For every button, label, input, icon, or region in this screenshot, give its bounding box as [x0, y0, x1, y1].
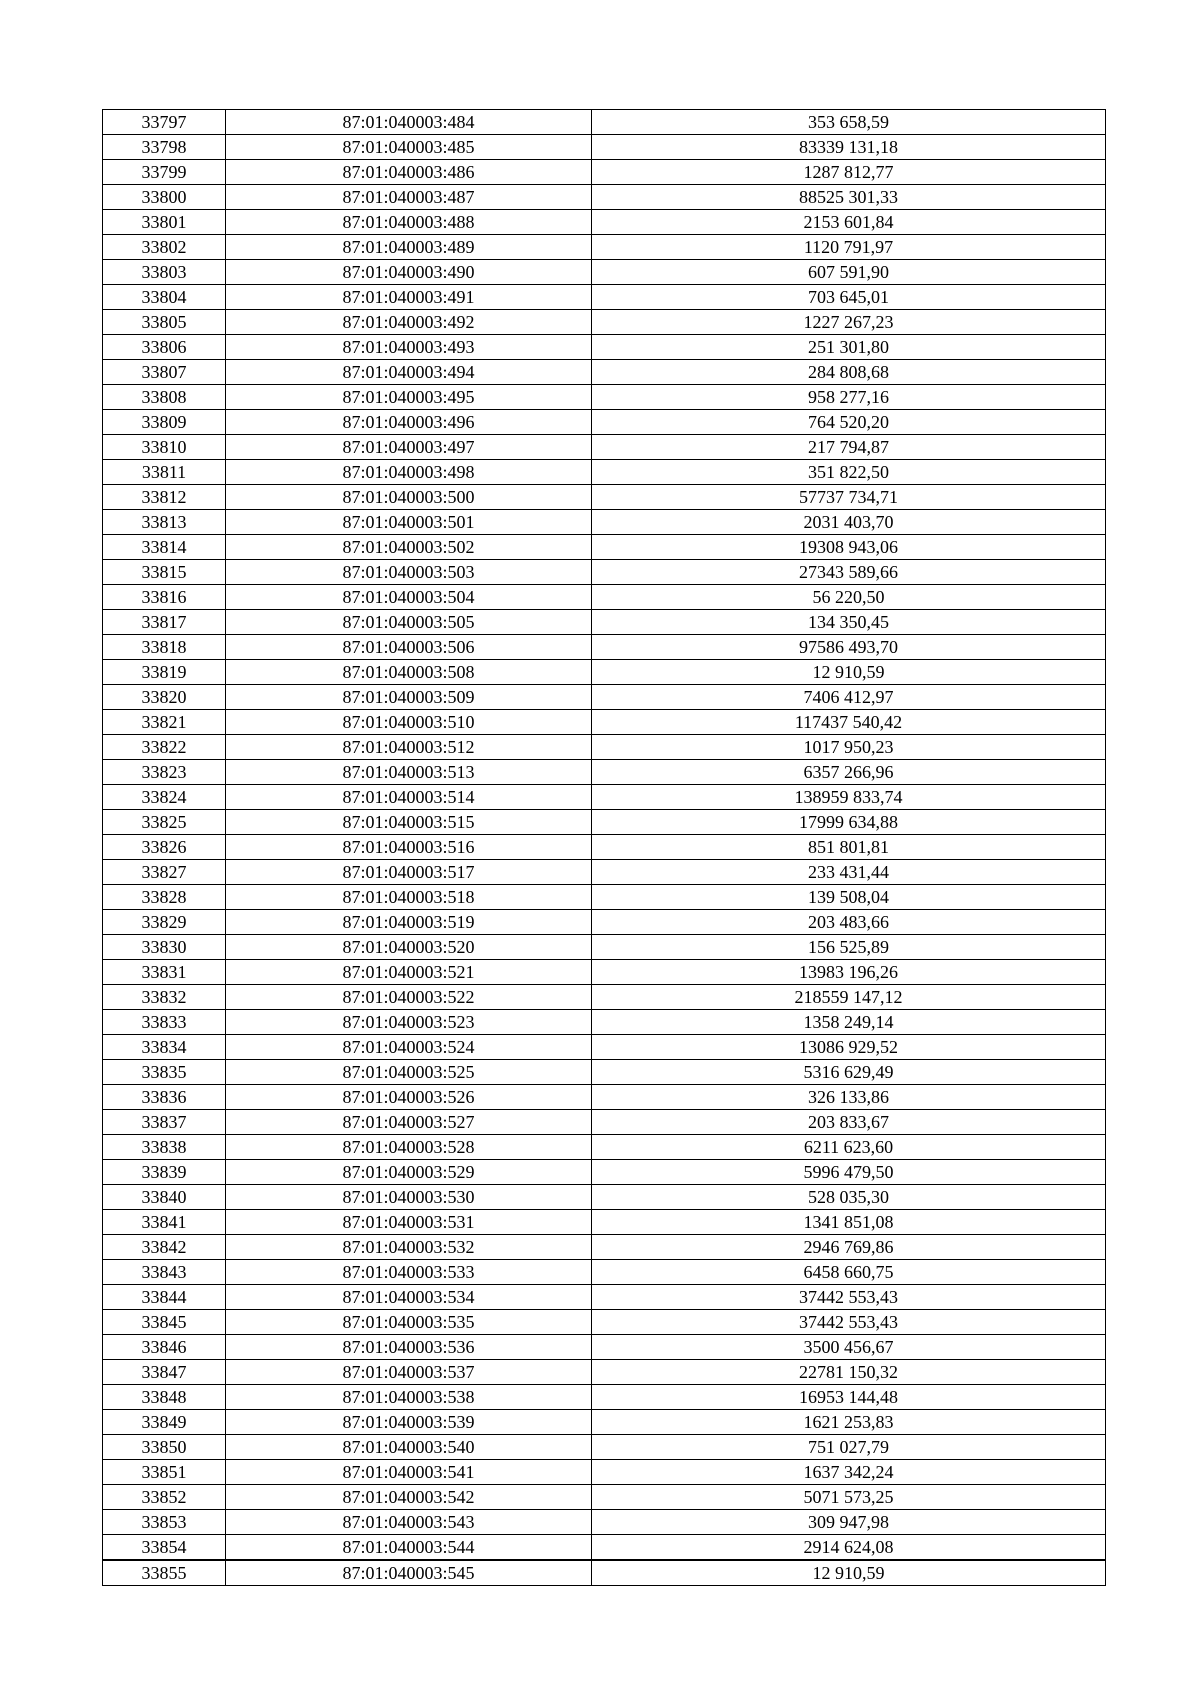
cadastral-number-cell: 87:01:040003:518 [226, 885, 592, 910]
value-cell: 1358 249,14 [592, 1010, 1106, 1035]
table-row [103, 535, 1106, 560]
cadastral-number-cell: 87:01:040003:504 [226, 585, 592, 610]
table-row [103, 1435, 1106, 1460]
row-number-cell: 33842 [103, 1235, 226, 1260]
table-row [103, 385, 1106, 410]
row-number-cell: 33854 [103, 1535, 226, 1561]
value-cell: 607 591,90 [592, 260, 1106, 285]
value-cell: 2031 403,70 [592, 510, 1106, 535]
value-cell: 309 947,98 [592, 1510, 1106, 1535]
row-number-cell: 33839 [103, 1160, 226, 1185]
table-row [103, 1135, 1106, 1160]
row-number-cell: 33821 [103, 710, 226, 735]
cadastral-number-cell: 87:01:040003:526 [226, 1085, 592, 1110]
row-number-cell: 33826 [103, 835, 226, 860]
row-number-cell: 33832 [103, 985, 226, 1010]
row-number-cell: 33799 [103, 160, 226, 185]
table-row [103, 660, 1106, 685]
cadastral-number-cell: 87:01:040003:508 [226, 660, 592, 685]
table-row [103, 985, 1106, 1010]
table-row [103, 960, 1106, 985]
cadastral-number-cell: 87:01:040003:515 [226, 810, 592, 835]
value-cell: 203 483,66 [592, 910, 1106, 935]
value-cell: 233 431,44 [592, 860, 1106, 885]
table-row [103, 210, 1106, 235]
value-cell: 19308 943,06 [592, 535, 1106, 560]
cadastral-number-cell: 87:01:040003:491 [226, 285, 592, 310]
value-cell: 5316 629,49 [592, 1060, 1106, 1085]
row-number-cell: 33825 [103, 810, 226, 835]
cadastral-number-cell: 87:01:040003:522 [226, 985, 592, 1010]
row-number-cell: 33840 [103, 1185, 226, 1210]
value-cell: 218559 147,12 [592, 985, 1106, 1010]
row-number-cell: 33801 [103, 210, 226, 235]
table-row [103, 1310, 1106, 1335]
value-cell: 203 833,67 [592, 1110, 1106, 1135]
cadastral-number-cell: 87:01:040003:525 [226, 1060, 592, 1085]
cadastral-number-cell: 87:01:040003:500 [226, 485, 592, 510]
value-cell: 13983 196,26 [592, 960, 1106, 985]
table-row [103, 1510, 1106, 1535]
cadastral-number-cell: 87:01:040003:514 [226, 785, 592, 810]
row-number-cell: 33855 [103, 1560, 226, 1586]
value-cell: 2914 624,08 [592, 1535, 1106, 1561]
table-row [103, 585, 1106, 610]
table-row [103, 160, 1106, 185]
cadastral-number-cell: 87:01:040003:520 [226, 935, 592, 960]
value-cell: 353 658,59 [592, 110, 1106, 135]
value-cell: 351 822,50 [592, 460, 1106, 485]
cadastral-number-cell: 87:01:040003:530 [226, 1185, 592, 1210]
value-cell: 751 027,79 [592, 1435, 1106, 1460]
row-number-cell: 33819 [103, 660, 226, 685]
table-row [103, 1160, 1106, 1185]
value-cell: 138959 833,74 [592, 785, 1106, 810]
table-row [103, 1010, 1106, 1035]
value-cell: 5996 479,50 [592, 1160, 1106, 1185]
table-row [103, 860, 1106, 885]
row-number-cell: 33810 [103, 435, 226, 460]
row-number-cell: 33820 [103, 685, 226, 710]
table-row [103, 1335, 1106, 1360]
cadastral-number-cell: 87:01:040003:536 [226, 1335, 592, 1360]
table-row [103, 435, 1106, 460]
value-cell: 528 035,30 [592, 1185, 1106, 1210]
table-row [103, 1360, 1106, 1385]
table-row [103, 185, 1106, 210]
row-number-cell: 33830 [103, 935, 226, 960]
value-cell: 17999 634,88 [592, 810, 1106, 835]
cadastral-number-cell: 87:01:040003:529 [226, 1160, 592, 1185]
cadastral-number-cell: 87:01:040003:486 [226, 160, 592, 185]
table-row [103, 285, 1106, 310]
value-cell: 37442 553,43 [592, 1310, 1106, 1335]
cadastral-number-cell: 87:01:040003:543 [226, 1510, 592, 1535]
value-cell: 6458 660,75 [592, 1260, 1106, 1285]
value-cell: 27343 589,66 [592, 560, 1106, 585]
row-number-cell: 33838 [103, 1135, 226, 1160]
row-number-cell: 33828 [103, 885, 226, 910]
cadastral-number-cell: 87:01:040003:540 [226, 1435, 592, 1460]
cadastral-number-cell: 87:01:040003:535 [226, 1310, 592, 1335]
cadastral-number-cell: 87:01:040003:541 [226, 1460, 592, 1485]
table-row [103, 460, 1106, 485]
value-cell: 3500 456,67 [592, 1335, 1106, 1360]
cadastral-number-cell: 87:01:040003:533 [226, 1260, 592, 1285]
row-number-cell: 33848 [103, 1385, 226, 1410]
value-cell: 12 910,59 [592, 660, 1106, 685]
cadastral-number-cell: 87:01:040003:484 [226, 110, 592, 135]
table-row [103, 1460, 1106, 1485]
table-row [103, 1285, 1106, 1310]
cadastral-number-cell: 87:01:040003:509 [226, 685, 592, 710]
cadastral-number-cell: 87:01:040003:487 [226, 185, 592, 210]
cadastral-number-cell: 87:01:040003:544 [226, 1535, 592, 1561]
value-cell: 326 133,86 [592, 1085, 1106, 1110]
row-number-cell: 33836 [103, 1085, 226, 1110]
cadastral-number-cell: 87:01:040003:532 [226, 1235, 592, 1260]
row-number-cell: 33812 [103, 485, 226, 510]
row-number-cell: 33835 [103, 1060, 226, 1085]
row-number-cell: 33806 [103, 335, 226, 360]
cadastral-number-cell: 87:01:040003:537 [226, 1360, 592, 1385]
cadastral-number-cell: 87:01:040003:542 [226, 1485, 592, 1510]
cadastral-number-cell: 87:01:040003:519 [226, 910, 592, 935]
table-row [103, 635, 1106, 660]
row-number-cell: 33808 [103, 385, 226, 410]
row-number-cell: 33815 [103, 560, 226, 585]
cadastral-number-cell: 87:01:040003:494 [226, 360, 592, 385]
row-number-cell: 33798 [103, 135, 226, 160]
value-cell: 1621 253,83 [592, 1410, 1106, 1435]
row-number-cell: 33843 [103, 1260, 226, 1285]
cadastral-number-cell: 87:01:040003:527 [226, 1110, 592, 1135]
row-number-cell: 33853 [103, 1510, 226, 1535]
cadastral-number-cell: 87:01:040003:493 [226, 335, 592, 360]
value-cell: 284 808,68 [592, 360, 1106, 385]
cadastral-number-cell: 87:01:040003:513 [226, 760, 592, 785]
cadastral-number-cell: 87:01:040003:503 [226, 560, 592, 585]
value-cell: 12 910,59 [592, 1560, 1106, 1586]
table-row [103, 360, 1106, 385]
table-body [103, 110, 1106, 1586]
value-cell: 1017 950,23 [592, 735, 1106, 760]
row-number-cell: 33852 [103, 1485, 226, 1510]
cadastral-value-table [102, 109, 1106, 1586]
row-number-cell: 33849 [103, 1410, 226, 1435]
value-cell: 56 220,50 [592, 585, 1106, 610]
table-row [103, 560, 1106, 585]
row-number-cell: 33844 [103, 1285, 226, 1310]
row-number-cell: 33833 [103, 1010, 226, 1035]
row-number-cell: 33814 [103, 535, 226, 560]
value-cell: 764 520,20 [592, 410, 1106, 435]
row-number-cell: 33818 [103, 635, 226, 660]
row-number-cell: 33834 [103, 1035, 226, 1060]
row-number-cell: 33827 [103, 860, 226, 885]
table-row [103, 610, 1106, 635]
value-cell: 1637 342,24 [592, 1460, 1106, 1485]
table-row [103, 1210, 1106, 1235]
value-cell: 97586 493,70 [592, 635, 1106, 660]
cadastral-number-cell: 87:01:040003:510 [226, 710, 592, 735]
row-number-cell: 33847 [103, 1360, 226, 1385]
table-row [103, 735, 1106, 760]
value-cell: 88525 301,33 [592, 185, 1106, 210]
row-number-cell: 33831 [103, 960, 226, 985]
value-cell: 156 525,89 [592, 935, 1106, 960]
cadastral-number-cell: 87:01:040003:505 [226, 610, 592, 635]
table-row [103, 235, 1106, 260]
value-cell: 7406 412,97 [592, 685, 1106, 710]
value-cell: 16953 144,48 [592, 1385, 1106, 1410]
table-row [103, 135, 1106, 160]
value-cell: 22781 150,32 [592, 1360, 1106, 1385]
table-row [103, 310, 1106, 335]
table-row [103, 1185, 1106, 1210]
table-row [103, 910, 1106, 935]
row-number-cell: 33800 [103, 185, 226, 210]
table-row [103, 110, 1106, 135]
table-row [103, 1535, 1106, 1561]
cadastral-number-cell: 87:01:040003:485 [226, 135, 592, 160]
row-number-cell: 33807 [103, 360, 226, 385]
value-cell: 13086 929,52 [592, 1035, 1106, 1060]
row-number-cell: 33823 [103, 760, 226, 785]
cadastral-number-cell: 87:01:040003:506 [226, 635, 592, 660]
row-number-cell: 33850 [103, 1435, 226, 1460]
value-cell: 134 350,45 [592, 610, 1106, 635]
table-row [103, 1235, 1106, 1260]
table-row [103, 1485, 1106, 1510]
table-row [103, 885, 1106, 910]
row-number-cell: 33837 [103, 1110, 226, 1135]
cadastral-number-cell: 87:01:040003:490 [226, 260, 592, 285]
row-number-cell: 33797 [103, 110, 226, 135]
row-number-cell: 33829 [103, 910, 226, 935]
table-row [103, 1035, 1106, 1060]
row-number-cell: 33813 [103, 510, 226, 535]
cadastral-number-cell: 87:01:040003:492 [226, 310, 592, 335]
table-row [103, 1085, 1106, 1110]
cadastral-number-cell: 87:01:040003:521 [226, 960, 592, 985]
value-cell: 5071 573,25 [592, 1485, 1106, 1510]
value-cell: 703 645,01 [592, 285, 1106, 310]
row-number-cell: 33802 [103, 235, 226, 260]
value-cell: 6211 623,60 [592, 1135, 1106, 1160]
table-row [103, 1060, 1106, 1085]
cadastral-number-cell: 87:01:040003:539 [226, 1410, 592, 1435]
row-number-cell: 33816 [103, 585, 226, 610]
table-row [103, 1385, 1106, 1410]
table-row [103, 685, 1106, 710]
cadastral-number-cell: 87:01:040003:534 [226, 1285, 592, 1310]
value-cell: 37442 553,43 [592, 1285, 1106, 1310]
cadastral-number-cell: 87:01:040003:516 [226, 835, 592, 860]
value-cell: 958 277,16 [592, 385, 1106, 410]
value-cell: 83339 131,18 [592, 135, 1106, 160]
cadastral-number-cell: 87:01:040003:497 [226, 435, 592, 460]
table-row [103, 1560, 1106, 1586]
table-row [103, 260, 1106, 285]
cadastral-number-cell: 87:01:040003:488 [226, 210, 592, 235]
table-row [103, 935, 1106, 960]
value-cell: 6357 266,96 [592, 760, 1106, 785]
table-row [103, 510, 1106, 535]
value-cell: 1341 851,08 [592, 1210, 1106, 1235]
cadastral-number-cell: 87:01:040003:545 [226, 1560, 592, 1586]
value-cell: 1120 791,97 [592, 235, 1106, 260]
value-cell: 251 301,80 [592, 335, 1106, 360]
value-cell: 1287 812,77 [592, 160, 1106, 185]
value-cell: 2946 769,86 [592, 1235, 1106, 1260]
row-number-cell: 33803 [103, 260, 226, 285]
cadastral-number-cell: 87:01:040003:524 [226, 1035, 592, 1060]
value-cell: 2153 601,84 [592, 210, 1106, 235]
row-number-cell: 33805 [103, 310, 226, 335]
cadastral-number-cell: 87:01:040003:495 [226, 385, 592, 410]
cadastral-number-cell: 87:01:040003:512 [226, 735, 592, 760]
row-number-cell: 33822 [103, 735, 226, 760]
table-row [103, 785, 1106, 810]
table-row [103, 410, 1106, 435]
value-cell: 117437 540,42 [592, 710, 1106, 735]
cadastral-number-cell: 87:01:040003:528 [226, 1135, 592, 1160]
cadastral-number-cell: 87:01:040003:538 [226, 1385, 592, 1410]
row-number-cell: 33846 [103, 1335, 226, 1360]
value-cell: 139 508,04 [592, 885, 1106, 910]
cadastral-number-cell: 87:01:040003:496 [226, 410, 592, 435]
value-cell: 1227 267,23 [592, 310, 1106, 335]
cadastral-number-cell: 87:01:040003:531 [226, 1210, 592, 1235]
row-number-cell: 33824 [103, 785, 226, 810]
value-cell: 851 801,81 [592, 835, 1106, 860]
cadastral-number-cell: 87:01:040003:523 [226, 1010, 592, 1035]
row-number-cell: 33851 [103, 1460, 226, 1485]
table-row [103, 1410, 1106, 1435]
table-row [103, 835, 1106, 860]
value-cell: 57737 734,71 [592, 485, 1106, 510]
row-number-cell: 33841 [103, 1210, 226, 1235]
table-row [103, 710, 1106, 735]
row-number-cell: 33804 [103, 285, 226, 310]
table-row [103, 1260, 1106, 1285]
row-number-cell: 33845 [103, 1310, 226, 1335]
row-number-cell: 33817 [103, 610, 226, 635]
cadastral-number-cell: 87:01:040003:498 [226, 460, 592, 485]
table-row [103, 760, 1106, 785]
table-row [103, 335, 1106, 360]
table-row [103, 1110, 1106, 1135]
cadastral-number-cell: 87:01:040003:501 [226, 510, 592, 535]
row-number-cell: 33811 [103, 460, 226, 485]
row-number-cell: 33809 [103, 410, 226, 435]
cadastral-number-cell: 87:01:040003:517 [226, 860, 592, 885]
table-row [103, 485, 1106, 510]
table-row [103, 810, 1106, 835]
cadastral-number-cell: 87:01:040003:489 [226, 235, 592, 260]
value-cell: 217 794,87 [592, 435, 1106, 460]
cadastral-number-cell: 87:01:040003:502 [226, 535, 592, 560]
